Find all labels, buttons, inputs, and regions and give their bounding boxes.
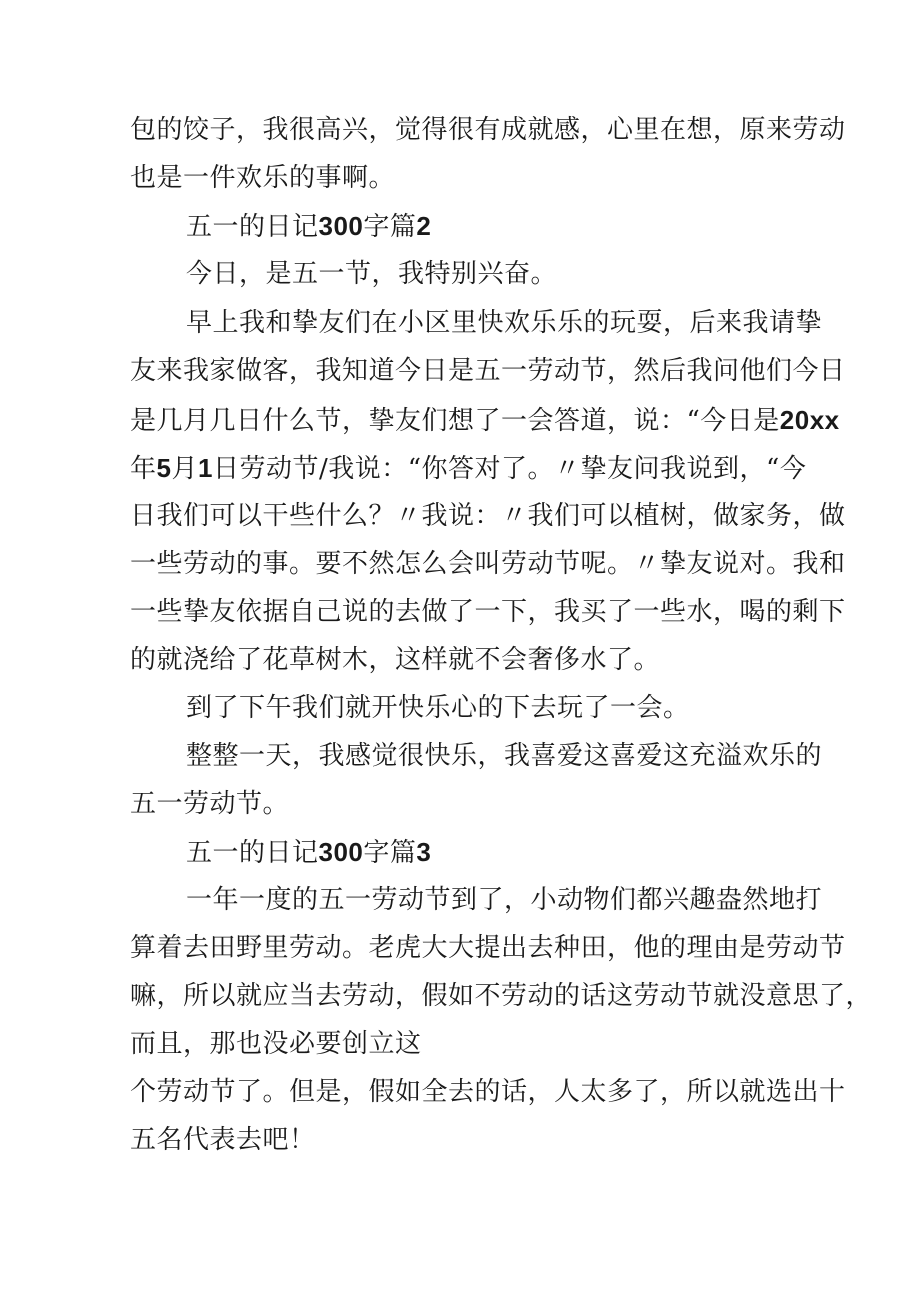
- paragraph-line: 也是一件欢乐的事啊。: [130, 163, 396, 193]
- paragraph-line: 算着去田野里劳动。老虎大大提出去种田，他的理由是劳动节: [130, 933, 846, 963]
- paragraph-line: 五一劳动节。: [130, 789, 290, 819]
- paragraph-line: 整整一天，我感觉很快乐，我喜爱这喜爱这充溢欢乐的: [186, 741, 823, 771]
- paragraph-line: 是几月几日什么节，挚友们想了一会答道，说：“今日是20xx: [130, 405, 840, 436]
- paragraph-line: 友来我家做客，我知道今日是五一劳动节，然后我问他们今日: [130, 356, 846, 386]
- paragraph-line: 早上我和挚友们在小区里快欢乐乐的玩耍，后来我请挚: [186, 308, 823, 338]
- paragraph-line: 的就浇给了花草树木，这样就不会奢侈水了。: [130, 645, 661, 675]
- section-heading-3: 五一的日记300字篇3: [186, 837, 432, 868]
- paragraph-line: 嘛，所以就应当去劳动，假如不劳动的话这劳动节就没意思了，: [130, 981, 873, 1011]
- paragraph-line: 今日，是五一节，我特别兴奋。: [186, 259, 558, 289]
- paragraph-line: 一年一度的五一劳动节到了，小动物们都兴趣盎然地打: [186, 885, 823, 915]
- paragraph-line: 日我们可以干些什么？〃我说：〃我们可以植树，做家务，做: [130, 501, 846, 531]
- section-heading-2: 五一的日记300字篇2: [186, 211, 432, 242]
- paragraph-line: 年5月1日劳动节/我说：“你答对了。〃挚友问我说到，“今: [130, 453, 807, 484]
- paragraph-line: 五名代表去吧！: [130, 1125, 316, 1155]
- paragraph-line: 而且，那也没必要创立这: [130, 1029, 422, 1059]
- paragraph-line: 个劳动节了。但是，假如全去的话，人太多了，所以就选出十: [130, 1077, 846, 1107]
- paragraph-line: 一些劳动的事。要不然怎么会叫劳动节呢。〃挚友说对。我和: [130, 549, 846, 579]
- paragraph-line: 到了下午我们就开快乐心的下去玩了一会。: [186, 693, 690, 723]
- paragraph-line: 包的饺子，我很高兴，觉得很有成就感，心里在想，原来劳动: [130, 115, 846, 145]
- paragraph-line: 一些挚友依据自己说的去做了一下，我买了一些水，喝的剩下: [130, 597, 846, 627]
